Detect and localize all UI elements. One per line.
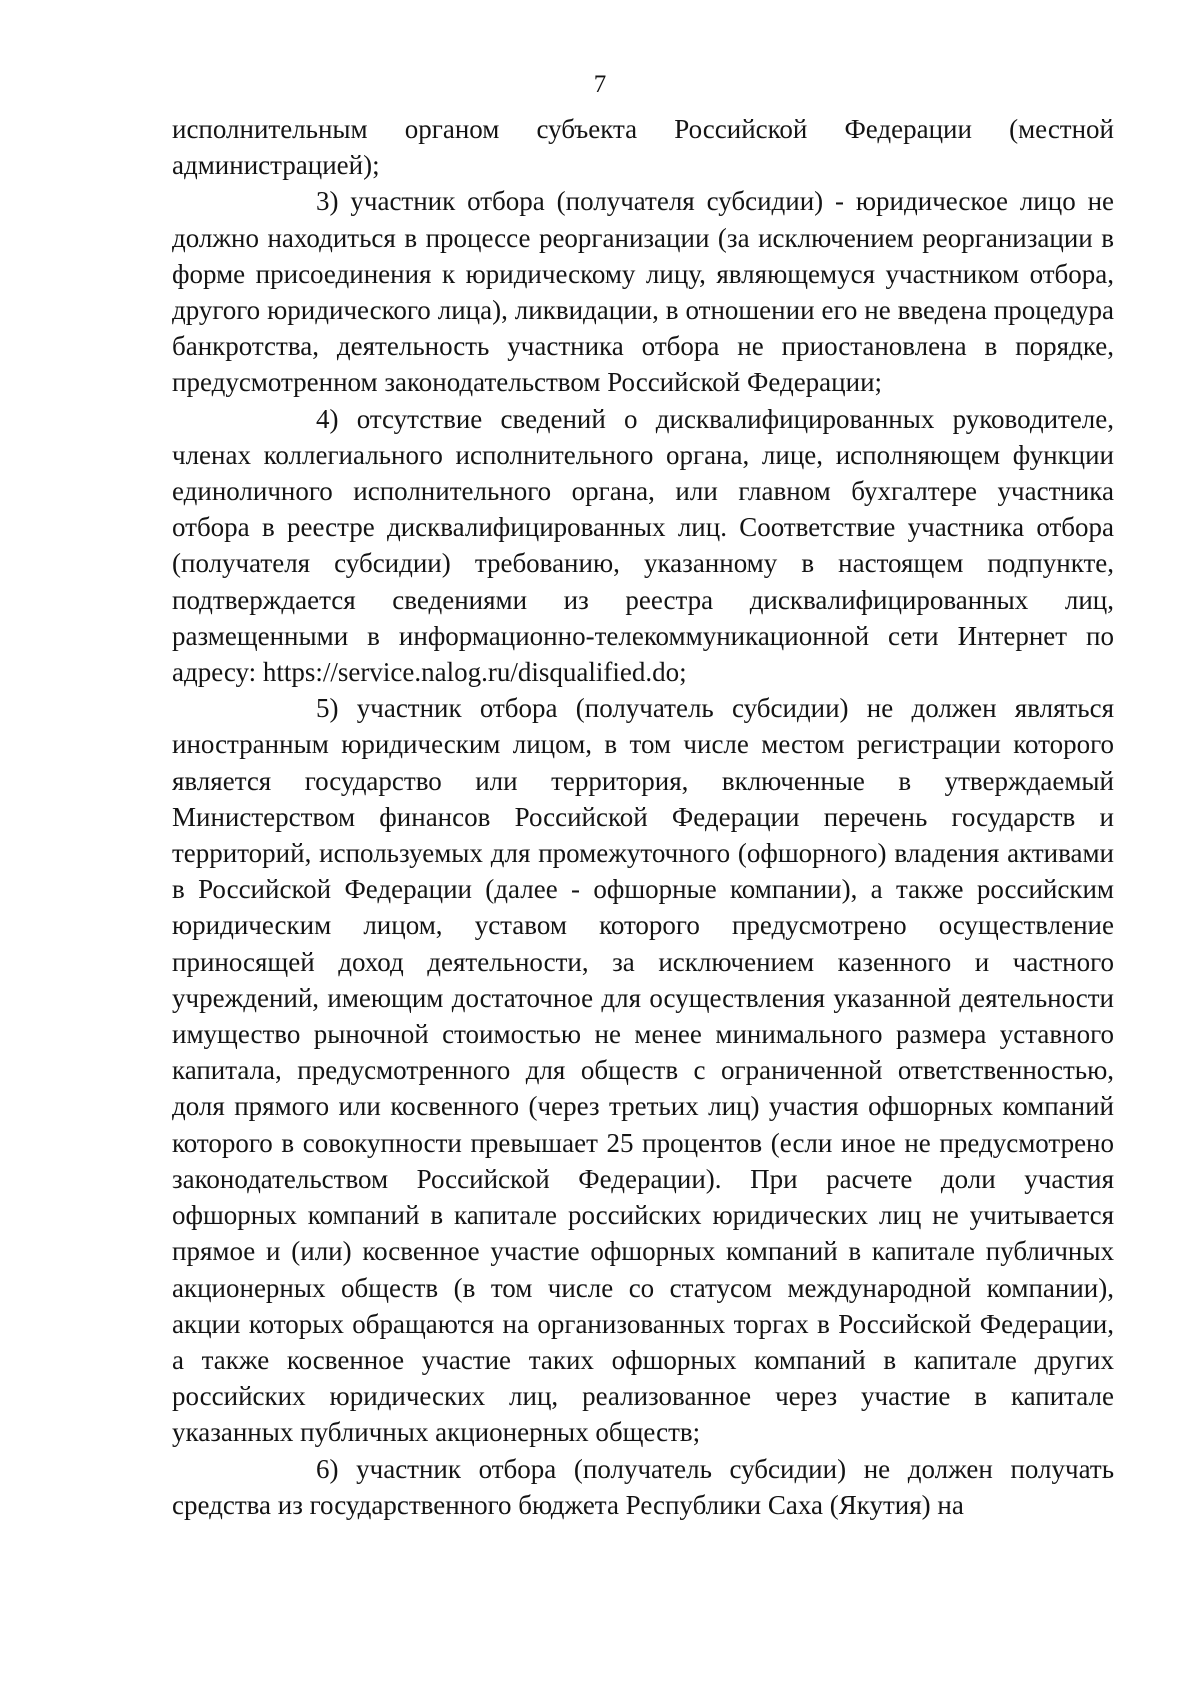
paragraph-item-6 <box>172 1451 1114 1523</box>
paragraph-text: исполнительным органом субъекта Российской Федерации (местной администрацией); <box>172 114 1114 181</box>
document-body <box>172 111 1114 1523</box>
paragraph-text: участник отбора (получателя субсидии) - юридическое лицо не должно находиться в процессе реорганизации (за исключением реорганизации в форме присоединения к юридическому лицу, являющемуся участником отбора, другого юридического лица), ликвидации, в отношении его не введена процедура банкротства, деятельность участника отбора не приостановлена в порядке, предусмотренном законодательством Российской Федерации; <box>172 186 1115 398</box>
item-number: 6) <box>316 1453 339 1484</box>
item-number: 4) <box>316 403 339 434</box>
item-number: 5) <box>316 693 339 724</box>
paragraph-text: отсутствие сведений о дисквалифицированных руководителе, членах коллегиального исполнительного органа, лице, исполняющем функции единоличного исполнительного органа, или главном бухгалтере участника отбора в реестре дисквалифицированных лиц. Соответствие участника отбора (получателя субсидии) требованию, указанному в настоящем подпункте, подтверждается сведениями из реестра дисквалифицированных лиц, размещенными в информационно-телекоммуникационной сети Интернет по адресу: https://service.nalog.ru/disqualified.do; <box>172 403 1115 688</box>
paragraph-text: участник отбора (получатель субсидии) не должен являться иностранным юридическим лицом, в том числе местом регистрации которого является государство или территория, включенные в утверждаемый Министерством финансов Российской Федерации перечень государств и территорий, используемых для промежуточного (офшорного) владения активами в Российской Федерации (далее - офшорные компании), а также российским юридическим лицом, уставом которого предусмотрено осуществление приносящей доход деятельности, за исключением казенного и частного учреждений, имеющим достаточное для осуществления указанной деятельности имущество рыночной стоимостью не менее минимального размера уставного капитала, предусмотренного для обществ с ограниченной ответственностью, доля прямого или косвенного (через третьих лиц) участия офшорных компаний которого в совокупности превышает 25 процентов (если иное не предусмотрено законодательством Российской Федерации). При расчете доли участия офшорных компаний в капитале российских юридических лиц не учитывается прямое и (или) косвенное участие офшорных компаний в капитале публичных акционерных обществ (в том числе со статусом международной компании), акции которых обращаются на организованных торгах в Российской Федерации, а также косвенное участие таких офшорных компаний в капитале других российских юридических лиц, реализованное через участие в капитале указанных публичных акционерных обществ; <box>172 693 1114 1448</box>
paragraph-item-3 <box>172 183 1114 400</box>
paragraph-item-4 <box>172 401 1114 691</box>
paragraph-text: участник отбора (получатель субсидии) не должен получать средства из государственного бюджета Республики Саха (Якутия) на <box>172 1453 1115 1520</box>
item-number: 3) <box>316 186 339 217</box>
paragraph-continuation <box>172 111 1114 183</box>
paragraph-item-5 <box>172 690 1114 1450</box>
page-number: 7 <box>593 71 607 98</box>
